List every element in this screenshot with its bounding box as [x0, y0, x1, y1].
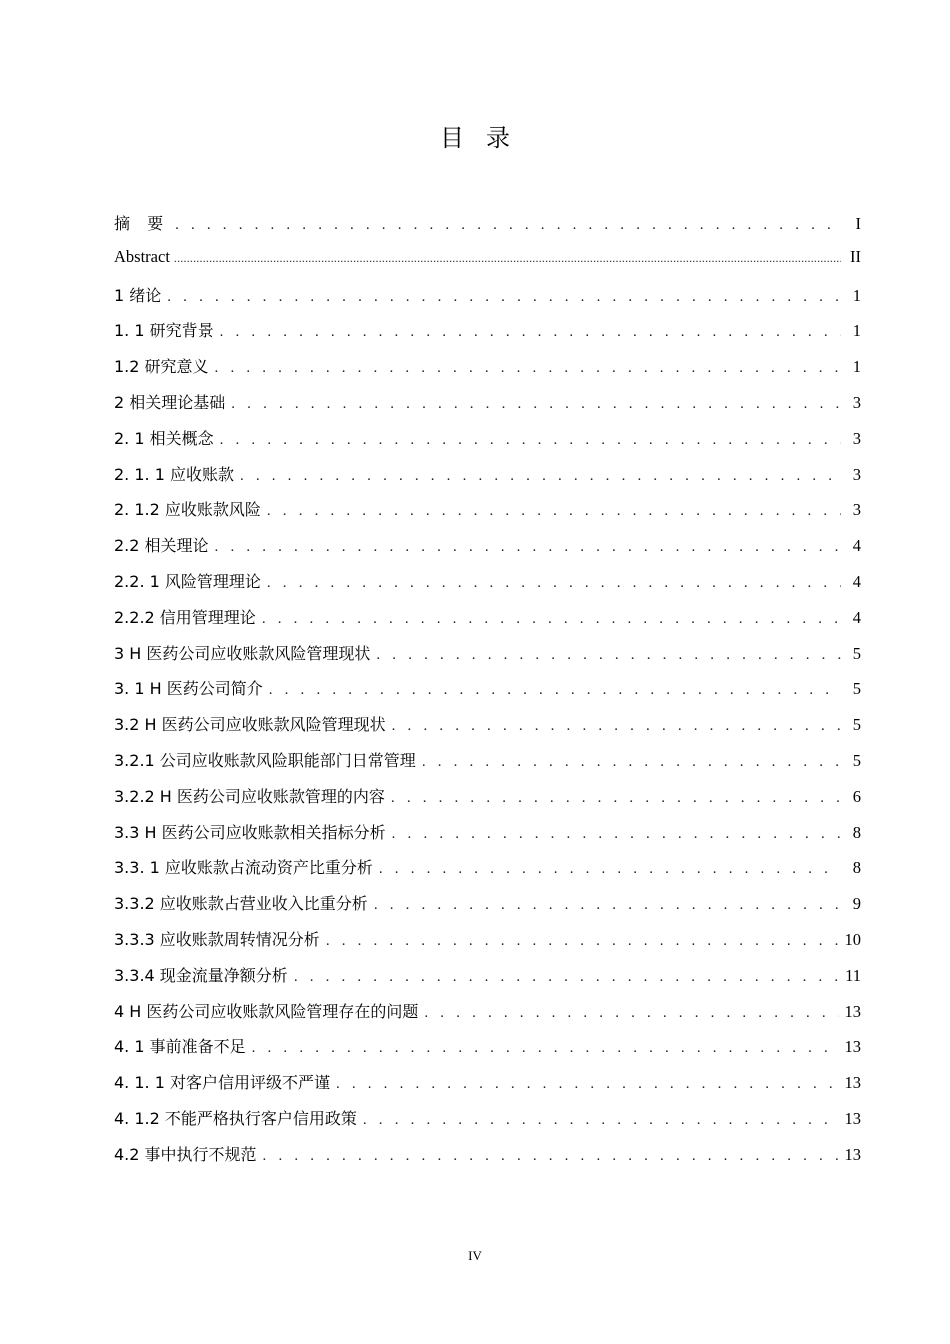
toc-leader-dots [392, 718, 841, 735]
toc-entry-page: 4 [852, 571, 861, 591]
toc-leader-dots [376, 647, 841, 664]
toc-entry-label: 3.2.1 公司应收账款风险职能部门日常管理 [114, 750, 416, 770]
table-of-contents [114, 211, 861, 1178]
toc-entry-page: 3 [852, 500, 861, 520]
toc-entry-page: 13 [844, 1144, 861, 1164]
toc-leader-dots [326, 933, 839, 950]
toc-leader-dots [374, 897, 841, 914]
toc-entry-page: 8 [852, 858, 861, 878]
toc-entry-label: 2. 1. 1 应收账款 [114, 464, 234, 484]
toc-entry-3-3-4[interactable] [114, 963, 861, 999]
toc-entry-label: 3.3.3 应收账款周转情况分析 [114, 929, 320, 949]
toc-entry-label: 4. 1. 1 对客户信用评级不严谨 [114, 1073, 330, 1093]
toc-leader-dots [391, 790, 841, 807]
toc-entry-1[interactable] [114, 283, 861, 319]
toc-entry-1-2[interactable] [114, 354, 861, 390]
toc-entry-label: 2. 1.2 应收账款风险 [114, 500, 261, 520]
toc-leader-dots [220, 324, 841, 341]
toc-leader-dots [422, 754, 841, 771]
toc-entry-3-2-1[interactable] [114, 748, 861, 784]
toc-leader-dots [294, 969, 839, 986]
toc-entry-label: 2.2.2 信用管理理论 [114, 607, 256, 627]
toc-entry-label: 1 绪论 [114, 285, 162, 305]
toc-entry-3-3-1[interactable] [114, 855, 861, 891]
toc-entry-page: 1 [852, 285, 861, 305]
toc-entry-label: 2.2. 1 风险管理理论 [114, 571, 261, 591]
toc-leader-dots [263, 1148, 839, 1165]
toc-entry-page: 5 [852, 750, 861, 770]
toc-entry-page: 13 [844, 1108, 861, 1128]
toc-leader-dots [267, 575, 841, 592]
toc-entry-2[interactable] [114, 390, 861, 426]
toc-entry-page: II [850, 246, 861, 266]
toc-entry-2-2[interactable] [114, 533, 861, 569]
toc-entry-page: 13 [844, 1001, 861, 1021]
toc-entry-page: 11 [845, 965, 861, 985]
toc-entry-label: 3.2.2 H 医药公司应收账款管理的内容 [114, 786, 385, 806]
toc-entry-page: 9 [852, 894, 861, 914]
toc-entry-3-3[interactable] [114, 820, 861, 856]
toc-entry-page: 1 [852, 321, 861, 341]
toc-leader-dots [175, 217, 841, 234]
toc-entry-label: 3.3. 1 应收账款占流动资产比重分析 [114, 858, 373, 878]
toc-leader-dots [215, 360, 841, 377]
toc-leader-dots [336, 1076, 839, 1093]
toc-entry-page: 6 [852, 786, 861, 806]
toc-leader-dots [174, 251, 841, 266]
toc-entry-2-2-2[interactable] [114, 605, 861, 641]
toc-entry-4[interactable] [114, 999, 861, 1035]
toc-entry-page: 3 [852, 464, 861, 484]
toc-entry-4-1-2[interactable] [114, 1106, 861, 1142]
toc-leader-dots [252, 1040, 839, 1057]
toc-entry-page: 5 [852, 715, 861, 735]
toc-entry-page: 4 [852, 536, 861, 556]
toc-entry-page: 1 [852, 357, 861, 377]
toc-entry-page: 3 [852, 428, 861, 448]
toc-entry-label: 4. 1.2 不能严格执行客户信用政策 [114, 1108, 357, 1128]
toc-entry-label: 3.3.2 应收账款占营业收入比重分析 [114, 894, 368, 914]
toc-entry-abstract-en[interactable] [114, 247, 861, 283]
toc-leader-dots [379, 861, 841, 878]
toc-entry-page: I [855, 214, 861, 233]
toc-entry-label: 摘 要 [114, 214, 170, 233]
toc-entry-abstract-cn[interactable] [114, 211, 861, 247]
toc-entry-label: 4.2 事中执行不规范 [114, 1144, 257, 1164]
toc-entry-3-1[interactable] [114, 676, 861, 712]
toc-entry-4-1-1[interactable] [114, 1070, 861, 1106]
toc-entry-page: 5 [852, 643, 861, 663]
toc-entry-2-1-2[interactable] [114, 497, 861, 533]
toc-entry-3-2-2[interactable] [114, 784, 861, 820]
toc-entry-page: 10 [844, 929, 861, 949]
toc-entry-label: 3 H 医药公司应收账款风险管理现状 [114, 643, 371, 663]
toc-entry-page: 5 [852, 679, 861, 699]
toc-entry-label: 2 相关理论基础 [114, 392, 226, 412]
toc-entry-page: 13 [844, 1073, 861, 1093]
page-number: IV [468, 1248, 482, 1263]
toc-entry-label: 3.2 H 医药公司应收账款风险管理现状 [114, 715, 386, 735]
toc-entry-label: 2.2 相关理论 [114, 536, 209, 556]
toc-entry-4-1[interactable] [114, 1034, 861, 1070]
toc-entry-2-1-1[interactable] [114, 462, 861, 498]
toc-entry-4-2[interactable] [114, 1142, 861, 1178]
toc-leader-dots [392, 826, 841, 843]
toc-entry-label: Abstract [114, 246, 170, 266]
toc-leader-dots [167, 289, 841, 306]
page-title: 目录 [440, 124, 532, 152]
toc-leader-dots [220, 432, 841, 449]
toc-entry-label: 1.2 研究意义 [114, 357, 209, 377]
toc-entry-3-2[interactable] [114, 712, 861, 748]
toc-entry-page: 3 [852, 392, 861, 412]
toc-leader-dots [240, 468, 841, 485]
toc-entry-label: 4. 1 事前准备不足 [114, 1037, 246, 1057]
toc-leader-dots [424, 1005, 838, 1022]
toc-entry-2-1[interactable] [114, 426, 861, 462]
toc-entry-page: 4 [852, 607, 861, 627]
toc-entry-page: 13 [844, 1037, 861, 1057]
toc-leader-dots [363, 1112, 839, 1129]
toc-entry-2-2-1[interactable] [114, 569, 861, 605]
toc-leader-dots [215, 539, 841, 556]
toc-entry-1-1[interactable] [114, 318, 861, 354]
toc-entry-3-3-3[interactable] [114, 927, 861, 963]
toc-entry-label: 2. 1 相关概念 [114, 428, 214, 448]
toc-leader-dots [267, 503, 841, 520]
toc-entry-label: 1. 1 研究背景 [114, 321, 214, 341]
toc-leader-dots [231, 396, 841, 413]
toc-leader-dots [262, 611, 841, 628]
toc-entry-label: 3. 1 H 医药公司简介 [114, 679, 263, 699]
toc-entry-label: 3.3 H 医药公司应收账款相关指标分析 [114, 822, 386, 842]
toc-entry-page: 8 [852, 822, 861, 842]
toc-entry-label: 3.3.4 现金流量净额分析 [114, 965, 288, 985]
toc-entry-3-3-2[interactable] [114, 891, 861, 927]
toc-entry-label: 4 H 医药公司应收账款风险管理存在的问题 [114, 1001, 419, 1021]
toc-entry-3[interactable] [114, 641, 861, 677]
toc-leader-dots [269, 682, 841, 699]
